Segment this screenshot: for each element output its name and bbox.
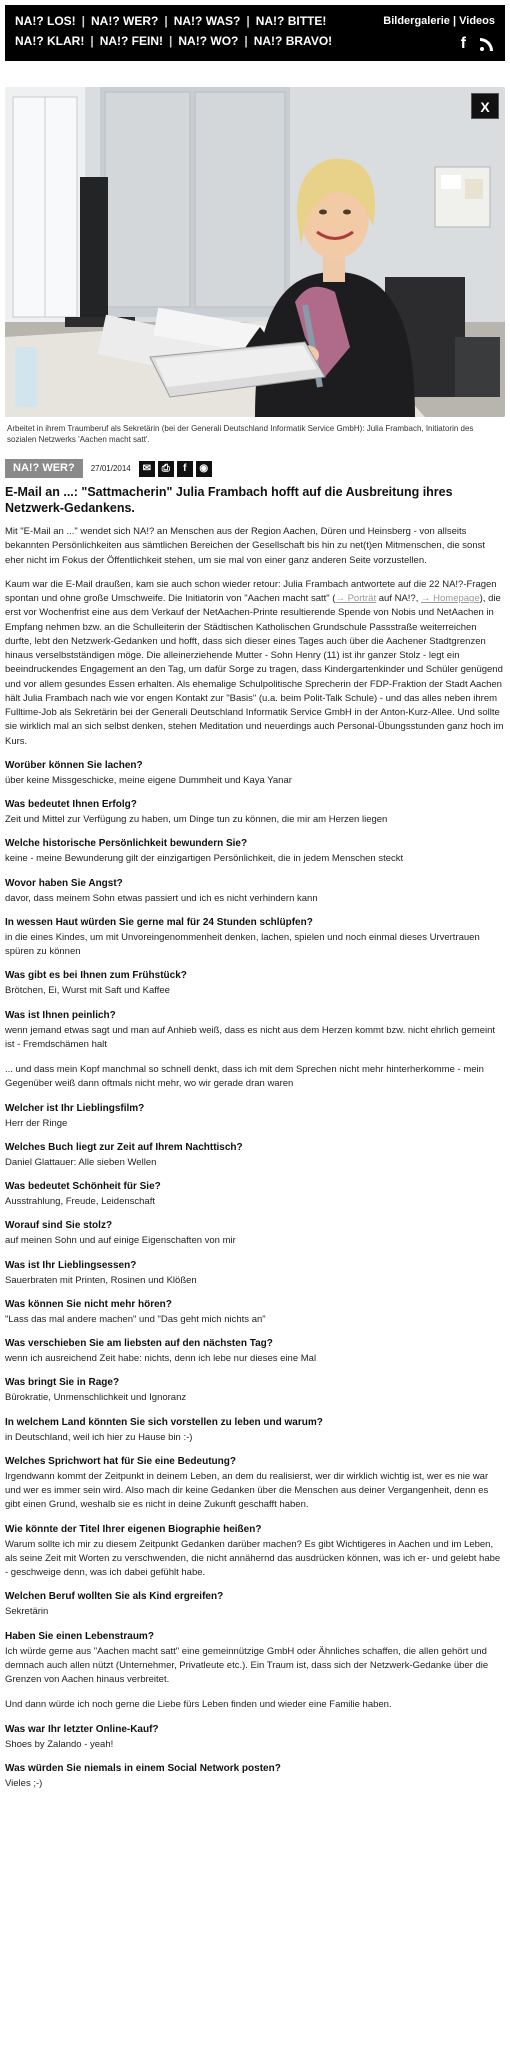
qa-item <box>5 1009 505 1092</box>
gallery-link[interactable]: Bildergalerie <box>383 15 450 27</box>
answer: Sauerbraten mit Printen, Rosinen und Klößen <box>5 1274 197 1286</box>
qa-item <box>5 1298 505 1327</box>
nav-item-wer[interactable]: NA!? WER? <box>91 14 159 28</box>
header-right <box>383 13 495 61</box>
answer: davor, dass meinem Sohn etwas passiert und ich es nicht verhindern kann <box>5 892 318 904</box>
article-meta <box>5 459 505 478</box>
answer: "Lass das mal andere machen" und "Das geht mich nichts an" <box>5 1313 266 1325</box>
question: Was bedeutet Ihnen Erfolg? <box>5 799 137 810</box>
question: Welcher ist Ihr Lieblingsfilm? <box>5 1102 145 1114</box>
intro-paragraph-2 <box>5 578 505 749</box>
article-photo <box>5 87 505 417</box>
answer: Shoes by Zalando - yeah! <box>5 1738 114 1750</box>
qa-item <box>5 759 505 788</box>
main-nav-row-2 <box>15 33 332 50</box>
question: Was würden Sie niemals in einem Social Network posten? <box>5 1762 281 1774</box>
question: Was bedeutet Schönheit für Sie? <box>5 1181 161 1192</box>
qa-item <box>5 1376 505 1405</box>
close-button[interactable]: X <box>471 93 499 119</box>
nav-item-bitte[interactable]: NA!? BITTE! <box>255 14 327 28</box>
nav-item-was[interactable]: NA!? WAS? <box>173 14 241 28</box>
nav-item-klar[interactable]: NA!? KLAR! <box>15 34 85 48</box>
intro-text-c: ), die erst vor Wochenfrist eine aus dem Verkauf der NetAachen-Printe resultierende Spende von Nobis und NetAachen in Empfang nehmen bzw. an die Schulleiterin der Städtischen Katholischen Grundschule Passstraße weiterreichen durfte, lebt den Netzwerk-Gedanken und hofft, dass sich dieser eines Tages auch über die Aachener Stadtgrenzen hinaus verselbstständigen möge. Die alleinerziehende Mutter - Sohn Henry (11) ist ihr ganzer Stolz - legt ein beeindruckendes Engagement an den Tag, um dafür Sorge zu tragen, dass Kindergartenkinder und Schüler genügend und vor allem gesundes Essen erhalten. Als ehemalige Schulpolitische Sprecherin der FDP-Fraktion der Stadt Aachen hält Julia Frambach nach wie vor engen Kontakt zur "Basis" (u.a. beim Polit-Talk Schule) - und das alles neben ihrem Fulltime-Job als Sekretärin bei der Generali Deutschland Informatik Service GmbH in der Anton-Kurz-Allee. Und sollte sie wirklich mal an sich selbst denken, stehen Meditation und neuerdings auch Personal-Übungsstunden ganz hoch im Kurs. <box>5 593 504 747</box>
nav-item-fein[interactable]: NA!? FEIN! <box>99 34 164 48</box>
question: In wessen Haut würden Sie gerne mal für 24 Stunden schlüpfen? <box>5 916 313 928</box>
answer-spacer <box>5 1687 505 1697</box>
qa-item <box>5 1523 505 1581</box>
question: Welchen Beruf wollten Sie als Kind ergreifen? <box>5 1591 224 1603</box>
qa-item <box>5 1590 505 1619</box>
answer: Irgendwann kommt der Zeitpunkt in deinem Leben, an dem du realisierst, wer dir wirklich wichtig ist, wer es nie war und wer es immer sein wird. Also mach dir keine Gedanken über die Menschen aus deiner Vergangenheit, denn es gibt einen Grund, weshalb sie es nicht in deine Zukunft geschafft haben. <box>5 1470 489 1511</box>
media-links <box>383 13 495 30</box>
answer: in die eines Kindes, um mit Unvoreingenommenheit denken, lachen, spielen und noch einmal dieses Urvertrauen spüren zu können <box>5 931 480 957</box>
answer: Daniel Glattauer: Alle sieben Wellen <box>5 1156 157 1168</box>
answer: über keine Missgeschicke, meine eigene Dummheit und Kaya Yanar <box>5 774 292 786</box>
answer: in Deutschland, weil ich hier zu Hause bin :-) <box>5 1431 193 1443</box>
videos-link[interactable]: Videos <box>459 15 495 27</box>
question: Was verschieben Sie am liebsten auf den nächsten Tag? <box>5 1338 273 1349</box>
nav-separator: | <box>81 14 86 28</box>
answer: Warum sollte ich mir zu diesem Zeitpunkt Gedanken darüber machen? Es gibt Wichtigeres in Aachen und im Leben, als seine Zeit mit Worten zu verschwenden, die nicht annähernd das ausdrücken können, was ich er- und gelebt habe - geschweige denn, was ich dabei gefühlt habe. <box>5 1538 501 1578</box>
nav-item-los[interactable]: NA!? LOS! <box>15 14 76 28</box>
intro-paragraph-1: Mit "E-Mail an ..." wendet sich NA!? an Menschen aus der Region Aachen, Düren und Heinsberg - von allseits bekannten Persönlichkeiten aus sämtlichen Bereichen der Gesellschaft bis hin zu net(t)en Mitmenschen, die sonst eher nicht im Fokus der Öffentlichkeit stehen, um sie mal von einer ganz anderen Seite vorzustellen. <box>5 526 486 566</box>
nav-item-bravo[interactable]: NA!? BRAVO! <box>253 34 333 48</box>
answer: Ausstrahlung, Freude, Leidenschaft <box>5 1196 155 1207</box>
answer: Brötchen, Ei, Wurst mit Saft und Kaffee <box>5 985 170 997</box>
qa-item <box>5 1102 505 1131</box>
qa-item <box>5 1180 505 1209</box>
qa-item <box>5 1259 505 1288</box>
question: Was ist Ihr Lieblingsessen? <box>5 1259 137 1271</box>
category-badge[interactable]: NA!? WER? <box>5 459 83 478</box>
question: Was war Ihr letzter Online-Kauf? <box>5 1723 159 1735</box>
answer: wenn ich ausreichend Zeit habe: nichts, denn ich lebe nur dieses eine Mal <box>5 1353 317 1364</box>
question: Was gibt es bei Ihnen zum Frühstück? <box>5 970 187 982</box>
question: In welchem Land könnten Sie sich vorstellen zu leben und warum? <box>5 1416 323 1428</box>
answer: wenn jemand etwas sagt und man auf Anhieb weiß, dass es nicht aus dem Herzen kommt bzw. nicht ehrlich gemeint ist - Fremdschämen halt <box>5 1024 496 1050</box>
question: Welche historische Persönlichkeit bewundern Sie? <box>5 838 248 850</box>
rss-icon[interactable] <box>480 36 495 51</box>
nav-separator: | <box>90 34 94 48</box>
answer: Ich würde gerne aus "Aachen macht satt" eine gemeinnützige GmbH oder Ähnliches schaffen, die allen gehört und demnach auch allen nützt (Unternehmer, Privatleute etc.). Ein Traum ist, dass sich der Netzwerk-Gedanke über die Grenzen von Aachen hinaus verbreitet. <box>5 1645 489 1685</box>
main-nav <box>15 13 332 61</box>
publish-date: 27/01/2014 <box>90 463 131 473</box>
answer: keine - meine Bewunderung gilt der einzigartigen Persönlichkeit, die in jedem Menschen steckt <box>5 853 404 865</box>
qa-item <box>5 969 505 998</box>
media-separator: | <box>452 15 457 27</box>
question: Welches Sprichwort hat für Sie eine Bedeutung? <box>5 1455 236 1467</box>
main-nav-row-1 <box>15 13 332 30</box>
answer: auf meinen Sohn und auf einige Eigenschaften von mir <box>5 1235 236 1247</box>
qa-item <box>5 1141 505 1170</box>
question: Worauf sind Sie stolz? <box>5 1220 113 1232</box>
nav-separator: | <box>244 34 248 48</box>
qa-item <box>5 1337 505 1366</box>
question: Wovor haben Sie Angst? <box>5 877 123 889</box>
qa-item <box>5 1630 505 1713</box>
article-title: E-Mail an ...: "Sattmacherin" Julia Frambach hofft auf die Ausbreitung ihres Netzwerk-Gedankens. <box>5 485 453 515</box>
question: Worüber können Sie lachen? <box>5 759 143 771</box>
nav-item-wo[interactable]: NA!? WO? <box>178 34 239 48</box>
answer-spacer <box>5 1052 505 1062</box>
qa-list <box>5 759 505 1791</box>
intro-text-a: Kaum war die E-Mail draußen, kam sie auch schon wieder retour: Julia Frambach antwortete auf die 22 NA!?-Fragen spontan und ohne große Umschweife. Die Initiatorin von "Aachen macht satt" ( <box>5 578 497 604</box>
question: Wie könnte der Titel Ihrer eigenen Biographie heißen? <box>5 1523 262 1535</box>
print-icon[interactable]: ⎙ <box>158 461 174 477</box>
nav-separator: | <box>164 14 168 28</box>
homepage-link[interactable]: → Homepage <box>421 593 480 604</box>
answer: Zeit und Mittel zur Verfügung zu haben, um Dinge tun zu können, die mir am Herzen liegen <box>5 814 388 825</box>
question: Haben Sie einen Lebenstraum? <box>5 1630 154 1642</box>
question: Was ist Ihnen peinlich? <box>5 1009 116 1021</box>
nav-separator: | <box>246 14 250 28</box>
portrait-link[interactable]: → Porträt <box>335 593 377 604</box>
office-photo-illustration <box>5 87 505 417</box>
question: Was bringt Sie in Rage? <box>5 1377 120 1389</box>
answer: Sekretärin <box>5 1606 49 1618</box>
qa-item <box>5 916 505 960</box>
question: Welches Buch liegt zur Zeit auf Ihrem Nachttisch? <box>5 1141 243 1153</box>
share-icons <box>139 461 212 477</box>
photo-caption: Arbeitet in ihrem Traumberuf als Sekretärin (bei der Generali Deutschland Informatik Service GmbH): Julia Frambach, Initiatorin des sozialen Netzwerks 'Aachen macht satt'. <box>7 424 474 444</box>
qa-item <box>5 1723 505 1752</box>
answer: Und dann würde ich noch gerne die Liebe fürs Leben finden und wieder eine Familie haben. <box>5 1699 392 1711</box>
answer: ... und dass mein Kopf manchmal so schnell denkt, dass ich mit dem Sprechen nicht mehr hinterherkomme - mein Gegenüber weiß dann oftmals nicht mehr, wo wir gerade dran waren <box>5 1064 484 1090</box>
answer: Vieles ;-) <box>5 1777 43 1789</box>
rss-icon[interactable]: ◉ <box>196 461 212 477</box>
answer: Herr der Ringe <box>5 1117 68 1129</box>
nav-separator: | <box>169 34 173 48</box>
qa-item <box>5 837 505 866</box>
qa-item <box>5 1219 505 1248</box>
facebook-icon[interactable]: f <box>460 34 466 52</box>
top-header <box>5 5 505 61</box>
mail-icon[interactable]: ✉ <box>139 461 155 477</box>
qa-item <box>5 1455 505 1513</box>
answer: Bürokratie, Unmenschlichkeit und Ignoranz <box>5 1392 187 1404</box>
article-intro <box>5 525 505 749</box>
qa-item <box>5 798 505 827</box>
intro-text-b: auf NA!?, <box>376 593 421 604</box>
qa-item <box>5 1416 505 1445</box>
qa-item <box>5 877 505 906</box>
question: Was können Sie nicht mehr hören? <box>5 1298 172 1310</box>
header-social <box>461 36 495 52</box>
qa-item <box>5 1762 505 1791</box>
facebook-icon[interactable]: f <box>177 461 193 477</box>
